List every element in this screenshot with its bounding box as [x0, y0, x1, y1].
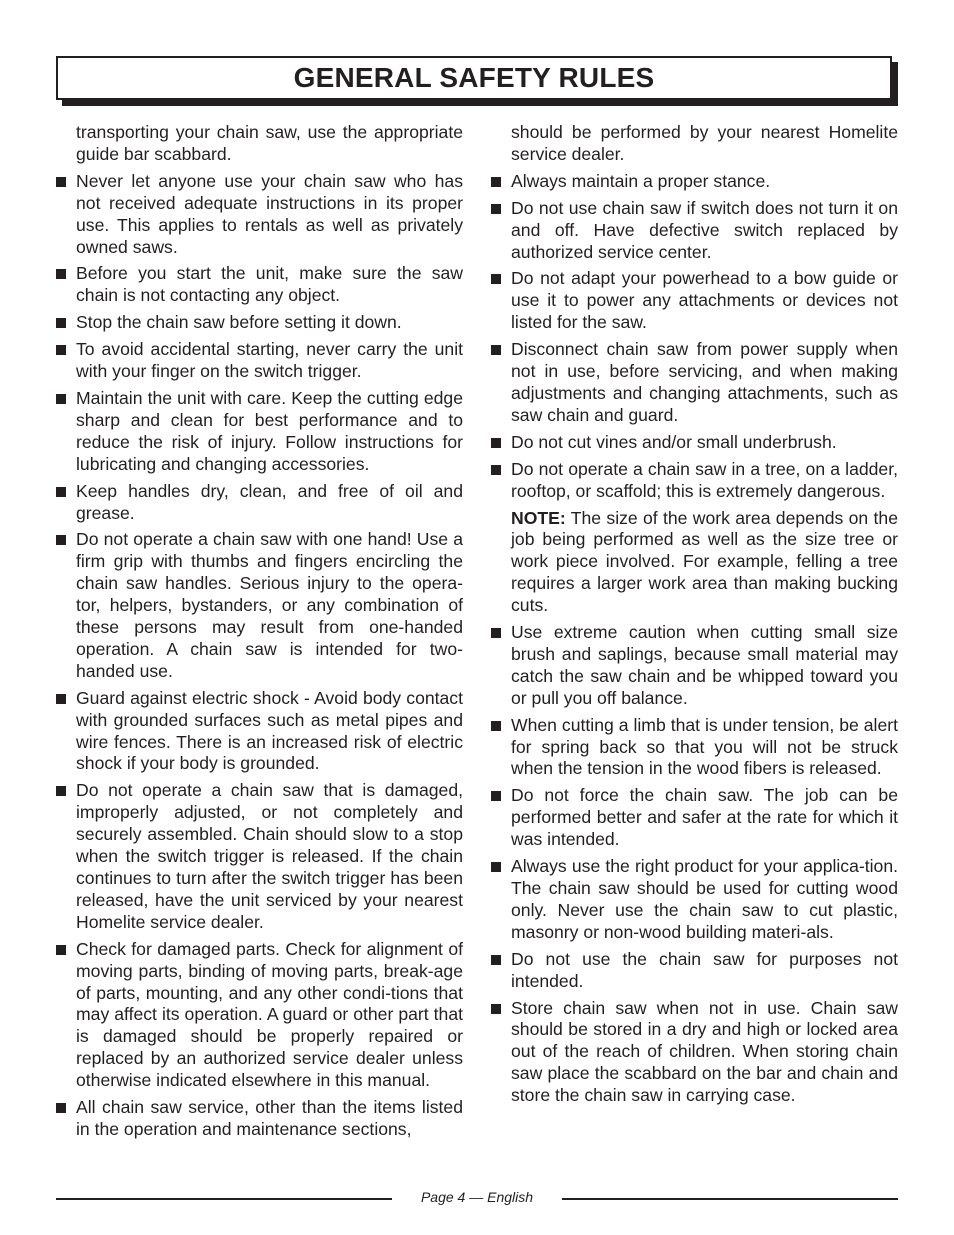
bullet-item — [56, 171, 463, 259]
bullet-text: Use extreme caution when cutting small size brush and saplings, because small material may catch the saw chain and be whipped toward you or pull you off balance. — [511, 622, 898, 708]
square-bullet-icon — [491, 274, 501, 284]
bullet-item — [491, 998, 898, 1108]
bullet-item — [56, 388, 463, 476]
bullet-text: Do not use the chain saw for purposes not intended. — [511, 948, 898, 991]
continued-text — [56, 122, 463, 166]
square-bullet-icon — [56, 269, 66, 279]
bullet-item — [56, 939, 463, 1092]
bullet-text: All chain saw service, other than the items listed in the operation and maintenance sections, — [76, 1097, 463, 1139]
note-label: NOTE: — [511, 507, 566, 528]
header-box — [56, 56, 892, 100]
bullet-text: should be performed by your nearest Homelite service dealer. — [511, 122, 898, 164]
bullet-text: Do not force the chain saw. The job can be performed better and safer at the rate for which it was intended. — [511, 785, 898, 850]
square-bullet-icon — [56, 945, 66, 955]
page-title: GENERAL SAFETY RULES — [293, 62, 655, 93]
bullet-item — [491, 785, 898, 851]
page-header — [56, 56, 892, 100]
bullet-text: Do not operate a chain saw that is damaged, improperly adjusted, or not completely and securely assembled. Chain should slow to a stop when the switch trigger is released. If the chain continues to turn after the switch trigger has been released, have the unit serviced by your nearest Homelite service dealer. — [76, 780, 463, 932]
bullet-item — [56, 780, 463, 933]
bullet-text: Always use the right product for your applica-tion. The chain saw should be used for cutting wood only. Never use the chain saw to cut plastic, masonry or non-wood building materi-als. — [511, 856, 898, 942]
bullet-text: Do not operate a chain saw in a tree, on a ladder, rooftop, or scaffold; this is extremely dangerous. — [511, 458, 898, 501]
bullet-text: Do not use chain saw if switch does not turn it on and off. Have defective switch replaced by authorized service center. — [511, 197, 898, 262]
square-bullet-icon — [56, 694, 66, 704]
footer-rule-right — [562, 1198, 898, 1200]
bullet-text: Maintain the unit with care. Keep the cutting edge sharp and clean for best performance and to reduce the risk of injury. Follow instructions for lubricating and changing accessories. — [76, 387, 463, 474]
bullet-text: Disconnect chain saw from power supply when not in use, before servicing, and when making adjustments and changing attachments, such as saw chain and guard. — [511, 339, 898, 425]
bullet-item — [491, 268, 898, 334]
bullet-text: Stop the chain saw before setting it down. — [76, 312, 402, 333]
bullet-text: Do not adapt your powerhead to a bow guide or use it to power any attachments or devices not listed for the saw. — [511, 268, 898, 333]
square-bullet-icon — [491, 955, 501, 965]
bullet-text: Do not cut vines and/or small underbrush. — [511, 431, 837, 452]
square-bullet-icon — [491, 628, 501, 638]
bullet-text: Guard against electric shock - Avoid body contact with grounded surfaces such as metal pipes and wire fences. There is an increased risk of electric shock if your body is grounded. — [76, 687, 463, 774]
bullet-text: Never let anyone use your chain saw who has not received adequate instructions in its proper use. This applies to rentals as well as privately owned saws. — [76, 170, 463, 257]
bullet-item — [56, 529, 463, 682]
bullet-item — [491, 171, 898, 193]
bullet-item — [56, 688, 463, 776]
bullet-item — [491, 339, 898, 427]
square-bullet-icon — [491, 721, 501, 731]
square-bullet-icon — [491, 465, 501, 475]
bullet-text: Keep handles dry, clean, and free of oil and grease. — [76, 480, 463, 523]
continued-text — [491, 122, 898, 166]
square-bullet-icon — [56, 345, 66, 355]
right-column-items-after-note — [491, 622, 898, 1107]
right-column-items — [491, 122, 898, 503]
bullet-item — [491, 949, 898, 993]
bullet-text: Check for damaged parts. Check for alignment of moving parts, binding of moving parts, break-age of parts, mounting, and any other condi-tions that may affect its operation. A guard or other part that is damaged should be properly repaired or replaced by an authorized service dealer unless otherwise indicated elsewhere in this manual. — [76, 938, 463, 1091]
square-bullet-icon — [491, 345, 501, 355]
bullet-item — [56, 339, 463, 383]
square-bullet-icon — [56, 535, 66, 545]
note-text: The size of the work area depends on the job being performed as well as the size tree or work piece involved. For example, felling a tree requires a larger work area than making bucking cuts. — [511, 507, 898, 616]
square-bullet-icon — [491, 1004, 501, 1014]
bullet-item — [56, 1097, 463, 1141]
bullet-item — [491, 715, 898, 781]
right-column — [491, 122, 898, 1112]
square-bullet-icon — [56, 177, 66, 187]
bullet-text: transporting your chain saw, use the appropriate guide bar scabbard. — [76, 122, 463, 164]
square-bullet-icon — [491, 204, 501, 214]
page-footer: Page 4 — English — [420, 1189, 534, 1205]
square-bullet-icon — [56, 786, 66, 796]
bullet-text: Before you start the unit, make sure the saw chain is not contacting any object. — [76, 263, 463, 306]
bullet-text: When cutting a limb that is under tension, be alert for spring back so that you will not be struck when the tension in the wood fibers is released. — [511, 714, 898, 779]
note-paragraph — [491, 508, 898, 618]
square-bullet-icon — [56, 487, 66, 497]
bullet-item — [491, 459, 898, 503]
bullet-text: Always maintain a proper stance. — [511, 170, 771, 191]
bullet-item — [491, 856, 898, 944]
bullet-item — [491, 622, 898, 710]
footer-rule-left — [56, 1198, 392, 1200]
bullet-text: To avoid accidental starting, never carry the unit with your finger on the switch trigger. — [76, 339, 463, 382]
square-bullet-icon — [56, 1103, 66, 1113]
bullet-item — [56, 263, 463, 307]
bullet-item — [56, 481, 463, 525]
square-bullet-icon — [491, 438, 501, 448]
square-bullet-icon — [56, 394, 66, 404]
left-column — [56, 122, 463, 1146]
square-bullet-icon — [56, 318, 66, 328]
bullet-item — [491, 198, 898, 264]
square-bullet-icon — [491, 791, 501, 801]
bullet-text: Store chain saw when not in use. Chain saw should be stored in a dry and high or locked area out of the reach of children. When storing chain saw place the scabbard on the bar and chain and store the chain saw in carrying case. — [511, 997, 898, 1106]
bullet-item — [56, 312, 463, 334]
bullet-text: Do not operate a chain saw with one hand! Use a firm grip with thumbs and fingers encircling the chain saw handles. Serious injury to the opera-tor, helpers, bystanders, or any combination of these persons may result from one-handed operation. A chain saw is intended for two-handed use. — [76, 529, 463, 681]
square-bullet-icon — [491, 177, 501, 187]
square-bullet-icon — [491, 862, 501, 872]
bullet-item — [491, 432, 898, 454]
